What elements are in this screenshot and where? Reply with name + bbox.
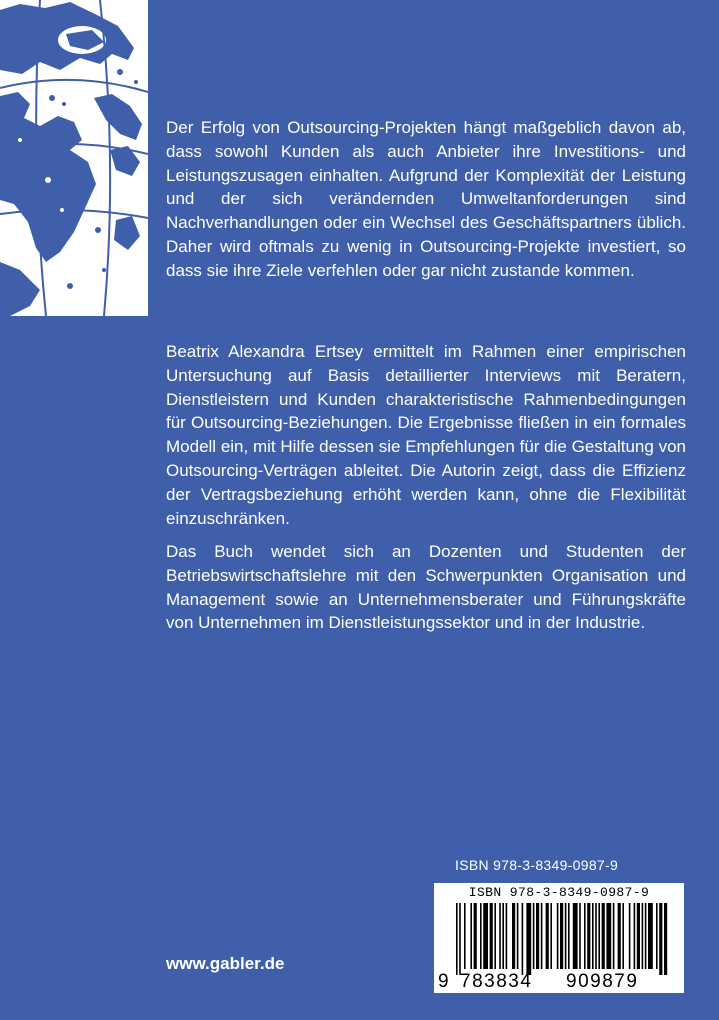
barcode-bar (526, 903, 531, 975)
barcode-bar (506, 903, 508, 969)
publisher-website: www.gabler.de (166, 954, 285, 973)
barcode-bar (648, 903, 653, 969)
barcode-bar (512, 903, 515, 969)
barcode-bar (613, 903, 615, 969)
barcode-bar (656, 903, 658, 969)
barcode-bar (536, 903, 539, 969)
barcode-bar (622, 903, 624, 969)
barcode-bar (645, 903, 647, 969)
barcode-bar (598, 903, 600, 969)
barcode-digits-group-1: 783834 (460, 971, 533, 992)
barcode-bar (606, 903, 611, 969)
barcode-bar (565, 903, 567, 969)
barcode-bar (573, 903, 578, 969)
barcode-isbn-label: ISBN 978-3-8349-0987-9 (468, 885, 650, 900)
barcode-bar (483, 903, 488, 969)
barcode-bar (560, 903, 563, 969)
globe-illustration (0, 0, 148, 316)
barcode-digits-group-2: 909879 (566, 971, 639, 992)
blurb-paragraph-1: Der Erfolg von Outsourcing-Projekten hängt maßgeblich davon ab, dass sowohl Kunden als auch Anbieter ihre Investitions- und Leistungszusagen einhalten. Aufgrund der Komplexität der Leistung und der sich verändernden Umweltanforderungen sind Nachverhandlungen oder ein Wechsel des Geschäftspartners üblich. Daher wird oftmals zu wenig in Outsourcing-Projekte investiert, so dass sie ihre Ziele verfehlen oder gar nicht zustande kommen. (166, 118, 686, 280)
barcode-bar (587, 903, 590, 969)
barcode-bar (502, 903, 504, 969)
barcode-bar (557, 903, 559, 969)
isbn-label: ISBN 978-3-8349-0987-9 (455, 857, 619, 873)
barcode-bar (595, 903, 597, 969)
barcode-bar (490, 903, 493, 969)
barcode-bar (464, 903, 466, 969)
barcode-bar (568, 903, 570, 969)
barcode-bar (550, 903, 552, 969)
barcode-bar (602, 903, 605, 969)
barcode-bar (517, 903, 519, 969)
barcode-bar (499, 903, 501, 969)
barcode-bar (480, 903, 482, 969)
barcode-bar (629, 903, 631, 969)
globe-icon (0, 0, 148, 316)
barcode-bar (522, 903, 524, 975)
barcode-bar (579, 903, 581, 969)
barcode-bar (456, 903, 458, 975)
barcode-bar (592, 903, 594, 969)
barcode-digit-first: 9 (438, 971, 449, 992)
barcode-bar (494, 903, 496, 969)
blurb-paragraph-3: Das Buch wendet sich an Dozenten und Studenten der Betriebswirtschaftslehre mit den Schwerpunkten Organisation und Management sowie an Unternehmensberater und Führungskräfte von Unternehmen im Dienstleistungssektor und in der Industrie. (166, 542, 686, 633)
barcode-bar (541, 903, 543, 969)
barcode (434, 883, 684, 993)
barcode-bar (618, 903, 621, 969)
barcode-bar (459, 903, 461, 975)
barcode-bar (664, 903, 667, 975)
barcode-bar (642, 903, 644, 969)
barcode-bar (533, 903, 535, 969)
barcode-bar (470, 903, 472, 969)
barcode-bar (474, 903, 477, 969)
barcode-bar (584, 903, 586, 969)
barcode-bar (634, 903, 636, 969)
barcode-bar (659, 903, 662, 975)
barcode-bar (546, 903, 549, 969)
barcode-bar (637, 903, 640, 969)
blurb-paragraph-2: Beatrix Alexandra Ertsey ermittelt im Rahmen einer empirischen Untersuchung auf Basis detaillierter Interviews mit Beratern, Dienstleistern und Kunden charakteristische Rahmenbedingungen für Outsourcing-Beziehungen. Die Ergebnisse fließen in ein formales Modell ein, mit Hilfe dessen sie Empfehlungen für die Gestaltung von Outsourcing-Verträgen ableitet. Die Autorin zeigt, dass die Effizienz der Vertragsbeziehung erhöht werden kann, ohne die Flexibilität einzuschränken. (166, 342, 686, 528)
barcode-icon (434, 903, 684, 975)
